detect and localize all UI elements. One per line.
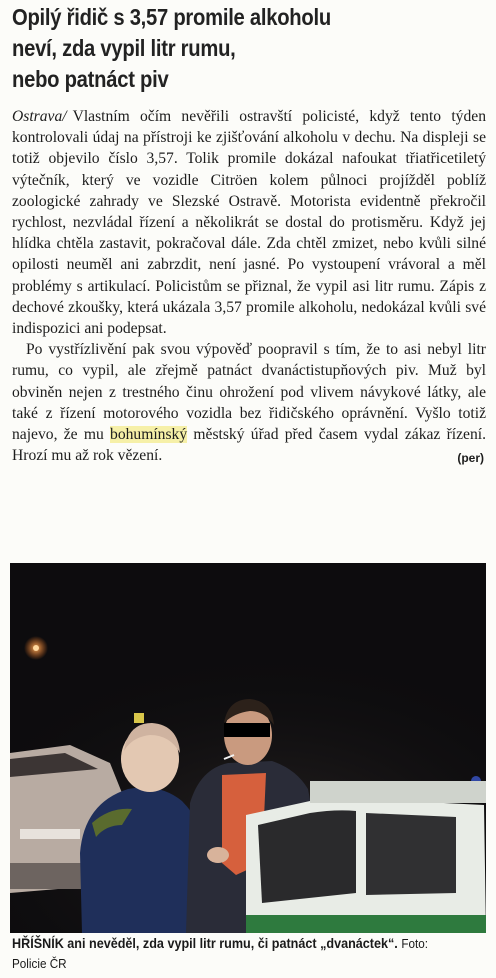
police-car-stripe bbox=[246, 915, 486, 933]
officer-hand bbox=[207, 847, 229, 863]
headline-line-1: Opilý řidič s 3,57 promile alkoholu bbox=[12, 4, 331, 30]
parked-car-headlight bbox=[20, 829, 80, 839]
photo-illustration bbox=[10, 563, 486, 933]
article-body bbox=[12, 106, 486, 470]
car-window-left bbox=[258, 810, 356, 903]
police-car-roof bbox=[310, 781, 486, 803]
news-photo bbox=[10, 563, 486, 933]
paragraph-1-text: Vlastním očím nevěřili ostravští policisté, když tento týden kontrolovali údaj na přístroji ke zjišťování alkoholu v dechu. Na displeji se totiž objevilo číslo 3,57. Tolik promile dokázal nafoukat třiatřicetiletý výtečník, který ve vozidle Citröen kolem půlnoci projížděl poblíž zoologické zahrady ve Slezské Ostravě. Motorista evidentně překročil rychlost, nezvládal řízení a několikrát se dostal do protisměru. Když jej hlídka chtěla zastavit, pokračoval dále. Zda chtěl zmizet, nebo kvůli silné opilosti neuměl ani zabrzdit, není jasné. Po vystoupení vrávoral a měl problémy s artikulací. Policistům se přiznal, že vypil asi litr rumu. Zápis z dechové zkoušky, která ukázala 3,57 promile alkoholu, nedokázal kvůli své indispozici ani podepsat. bbox=[12, 108, 486, 338]
photo-caption bbox=[12, 934, 439, 973]
road-sign bbox=[134, 713, 144, 723]
headline-line-2: neví, zda vypil litr rumu, bbox=[12, 35, 236, 61]
paragraph-2-text-end: městský úřad před časem vydal zákaz řízení. Hrozí mu až rok vězení. bbox=[12, 426, 486, 465]
car-window-right bbox=[366, 813, 456, 895]
headline-line-3: nebo patnáct piv bbox=[12, 66, 169, 92]
photo-credit: Foto: Policie ČR bbox=[12, 936, 428, 971]
article-headline bbox=[12, 2, 425, 95]
street-lamp-core bbox=[33, 645, 39, 651]
caption-lead: HŘÍŠNÍK ani nevěděl, zda vypil litr rumu, či patnáct „dvanáctek“. bbox=[12, 935, 398, 951]
censor-bar bbox=[224, 723, 270, 737]
author-byline: (per) bbox=[457, 451, 484, 466]
highlighted-word: bohumínský bbox=[110, 426, 188, 444]
article-paragraph-1 bbox=[12, 106, 486, 339]
article-dateline: Ostrava/ bbox=[12, 108, 67, 125]
paragraph-2-text-start: Po vystřízlivění pak svou výpověď poopravil s tím, že to asi nebyl litr rumu, co vypil, ale zřejmě patnáct dvanáctistupňových piv. Muž byl obviněn nejen z trestného činu ohrožení pod vlivem návykové látky, ale také z řízení motorového vozidla bez řidičského oprávnění. Vyšlo totiž najevo, že mu bbox=[12, 341, 486, 444]
